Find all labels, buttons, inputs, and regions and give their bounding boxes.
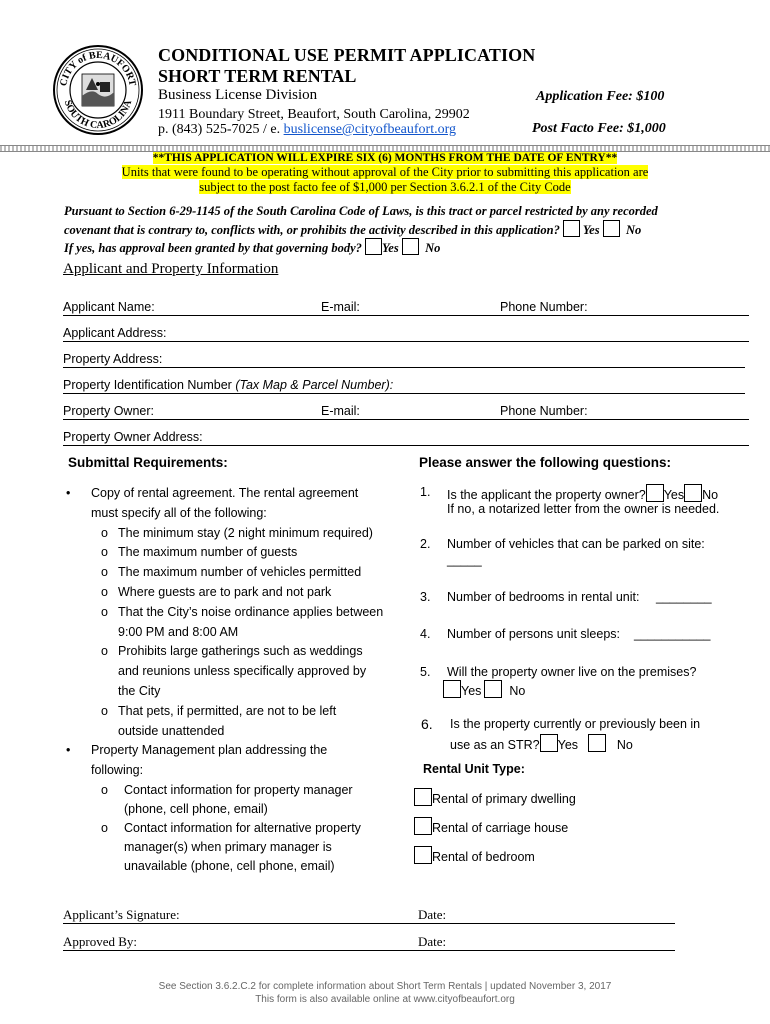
seal-bottom-text: SOUTH CAROLINA	[61, 98, 135, 132]
q3-number: 3.	[420, 590, 431, 604]
circle-bullet-icon: o	[101, 584, 108, 599]
sub-item-cont: and reunions unless specifically approved by	[118, 664, 367, 679]
pursuant-line-1: Pursuant to Section 6-29-1145 of the South Carolina Code of Laws, is this tract or parcel restricted by any recorded	[64, 204, 658, 218]
q1-yes-label: Yes	[663, 488, 685, 502]
owner-row	[63, 401, 749, 420]
approval-no-checkbox[interactable]	[402, 238, 419, 255]
sub-item: The maximum number of vehicles permitted	[118, 565, 362, 580]
q5-no-label: No	[509, 684, 526, 698]
pm-item-cont: manager(s) when primary manager is	[124, 839, 332, 854]
approval-no-label: No	[425, 241, 441, 255]
q6-no-checkbox[interactable]	[588, 734, 606, 752]
expiration-notice	[0, 152, 770, 164]
pm-item: Contact information for property manager	[124, 782, 353, 797]
property-address-field[interactable]: Property Address:	[63, 352, 163, 366]
submittal-title: Submittal Requirements:	[68, 455, 228, 470]
q1-no-checkbox[interactable]	[684, 484, 702, 502]
circle-bullet-icon: o	[101, 545, 108, 560]
applicant-row	[63, 297, 749, 316]
pin-label-italic: (Tax Map & Parcel Number):	[235, 378, 394, 392]
q5-no-checkbox[interactable]	[484, 680, 502, 698]
submittal-item-1: Copy of rental agreement. The rental agreement	[91, 486, 359, 500]
q6-text: Is the property currently or previously been in	[450, 717, 701, 731]
applicant-date-field[interactable]: Date:	[418, 907, 447, 922]
submittal-list	[66, 484, 396, 876]
sub-item: That pets, if permitted, are not to be left	[118, 703, 337, 718]
circle-bullet-icon: o	[101, 604, 108, 619]
sub-item: Where guests are to park and not park	[118, 584, 332, 599]
division-name: Business License Division	[158, 87, 318, 103]
email-link[interactable]: buslicense@cityofbeaufort.org	[283, 122, 457, 137]
rental-option-bedroom	[414, 846, 535, 866]
pursuant-question	[64, 204, 754, 257]
applicant-name-field[interactable]: Applicant Name:	[63, 300, 155, 314]
rental-bedroom-checkbox[interactable]	[414, 846, 432, 864]
covenant-yes-checkbox[interactable]	[563, 220, 580, 237]
property-owner-field[interactable]: Property Owner:	[63, 404, 155, 418]
q5-number: 5.	[420, 665, 431, 679]
q1-text: Is the applicant the property owner?	[447, 488, 646, 502]
applicant-signature-row	[63, 907, 675, 924]
q1-number: 1.	[420, 485, 431, 499]
application-fee: Application Fee: $100	[536, 89, 665, 104]
circle-bullet-icon: o	[101, 644, 108, 659]
pm-item-cont: unavailable (phone, cell phone, email)	[124, 858, 335, 873]
post-facto-fee: Post Facto Fee: $1,000	[532, 121, 666, 136]
pin-label: Property Identification Number	[63, 378, 236, 392]
owner-address-row	[63, 427, 749, 446]
questions-title: Please answer the following questions:	[419, 455, 672, 470]
q5-yes-label: Yes	[461, 684, 482, 698]
circle-bullet-icon: o	[101, 782, 108, 797]
approved-by-field[interactable]: Approved By:	[63, 934, 138, 949]
approved-by-row	[63, 934, 675, 951]
rental-option-carriage	[414, 817, 568, 837]
owner-address-field[interactable]: Property Owner Address:	[63, 430, 203, 444]
q6-text-cont: use as an STR?	[450, 738, 540, 752]
owner-phone-field[interactable]: Phone Number:	[500, 404, 588, 418]
applicant-section-title: Applicant and Property Information	[63, 261, 279, 277]
circle-bullet-icon: o	[101, 703, 108, 718]
owner-email-field[interactable]: E-mail:	[321, 404, 360, 418]
circle-bullet-icon: o	[101, 820, 108, 835]
footer-online: This form is also available online at www.cityofbeaufort.org	[255, 994, 515, 1005]
q1-note: If no, a notarized letter from the owner is needed.	[447, 502, 720, 516]
sub-item-cont: outside unattended	[118, 723, 225, 738]
phone-text: p. (843) 525-7025 / e.	[158, 122, 284, 137]
applicant-signature-field[interactable]: Applicant’s Signature:	[63, 907, 180, 922]
applicant-address-row	[63, 323, 749, 342]
q4-text: Number of persons unit sleeps:	[447, 627, 621, 641]
covenant-no-label: No	[625, 222, 642, 237]
rental-primary-checkbox[interactable]	[414, 788, 432, 806]
applicant-email-field[interactable]: E-mail:	[321, 300, 360, 314]
q3-text: Number of bedrooms in rental unit:	[447, 590, 640, 604]
pin-field[interactable]	[63, 378, 393, 392]
post-facto-notice	[0, 165, 770, 195]
q6-no-label: No	[616, 738, 633, 752]
circle-bullet-icon: o	[101, 565, 108, 580]
office-address: 1911 Boundary Street, Beaufort, South Carolina, 29902	[158, 107, 470, 122]
bullet-icon: •	[66, 743, 71, 758]
covenant-yes-label: Yes	[582, 222, 600, 237]
bullet-icon: •	[66, 486, 71, 500]
pursuant-line-3: If yes, has approval been granted by that governing body?	[64, 241, 362, 255]
sub-item-cont: the City	[118, 683, 161, 698]
page-title: CONDITIONAL USE PERMIT APPLICATION	[158, 45, 536, 65]
pursuant-line-2: covenant that is contrary to, conflicts with, or prohibits the activity described in this application?	[64, 222, 560, 237]
q5-text: Will the property owner live on the premises?	[447, 665, 697, 679]
seal-top-text: CITY of BEAUFORT	[58, 49, 138, 88]
q6-number: 6.	[421, 716, 433, 732]
q3-answer-field[interactable]: ________	[656, 590, 712, 604]
applicant-address-field[interactable]: Applicant Address:	[63, 326, 167, 340]
pm-item-cont: (phone, cell phone, email)	[124, 801, 268, 816]
notice-line-1: Units that were found to be operating without approval of the City prior to submitting this application are	[121, 165, 649, 179]
rental-carriage-label: Rental of carriage house	[432, 821, 569, 835]
expiration-text: **THIS APPLICATION WILL EXPIRE SIX (6) MONTHS FROM THE DATE OF ENTRY**	[152, 152, 618, 164]
notice-line-2: subject to the post facto fee of $1,000 per Section 3.6.2.1 of the City Code	[199, 180, 571, 194]
q5-options	[443, 680, 525, 700]
submittal-item-2-cont: following:	[91, 763, 144, 778]
rental-primary-label: Rental of primary dwelling	[432, 792, 576, 806]
sub-item-cont: 9:00 PM and 8:00 AM	[118, 624, 239, 639]
q4-answer-field[interactable]: ___________	[634, 627, 711, 641]
rental-type-title: Rental Unit Type:	[423, 762, 525, 776]
sub-item: Prohibits large gatherings such as weddings	[118, 644, 363, 659]
q6-options	[450, 734, 633, 754]
city-seal-logo	[52, 44, 144, 136]
pm-item: Contact information for alternative property	[124, 820, 361, 835]
q2-answer-field[interactable]: _____	[447, 553, 482, 567]
covenant-no-checkbox[interactable]	[603, 220, 620, 237]
applicant-phone-field[interactable]: Phone Number:	[500, 300, 588, 314]
q1-yes-checkbox[interactable]	[646, 484, 664, 502]
sub-item: The minimum stay (2 night minimum required)	[118, 525, 373, 540]
rental-carriage-checkbox[interactable]	[414, 817, 432, 835]
contact-line	[158, 122, 456, 138]
submittal-item-1-cont: must specify all of the following:	[91, 505, 267, 520]
footer-note: See Section 3.6.2.C.2 for complete information about Short Term Rentals | updated November 3, 2017	[158, 981, 612, 992]
header-divider	[0, 145, 770, 152]
q6-yes-label: Yes	[557, 738, 579, 752]
sub-item: That the City’s noise ordinance applies between	[118, 604, 384, 619]
circle-bullet-icon: o	[101, 525, 108, 540]
rental-bedroom-label: Rental of bedroom	[432, 850, 535, 864]
sub-item: The maximum number of guests	[118, 545, 298, 560]
approval-yes-label: Yes	[382, 241, 399, 255]
q5-yes-checkbox[interactable]	[443, 680, 461, 698]
q1-no-label: No	[702, 488, 719, 502]
q6-yes-checkbox[interactable]	[540, 734, 558, 752]
q2-text: Number of vehicles that can be parked on site:	[447, 537, 705, 551]
submittal-item-2: Property Management plan addressing the	[91, 743, 328, 758]
pin-row	[63, 375, 745, 394]
approval-yes-checkbox[interactable]	[365, 238, 382, 255]
page-subtitle: SHORT TERM RENTAL	[158, 66, 357, 86]
approval-date-field[interactable]: Date:	[418, 934, 447, 949]
property-address-row	[63, 349, 745, 368]
q4-number: 4.	[420, 627, 431, 641]
q2-number: 2.	[420, 537, 431, 551]
rental-option-primary	[414, 788, 576, 808]
